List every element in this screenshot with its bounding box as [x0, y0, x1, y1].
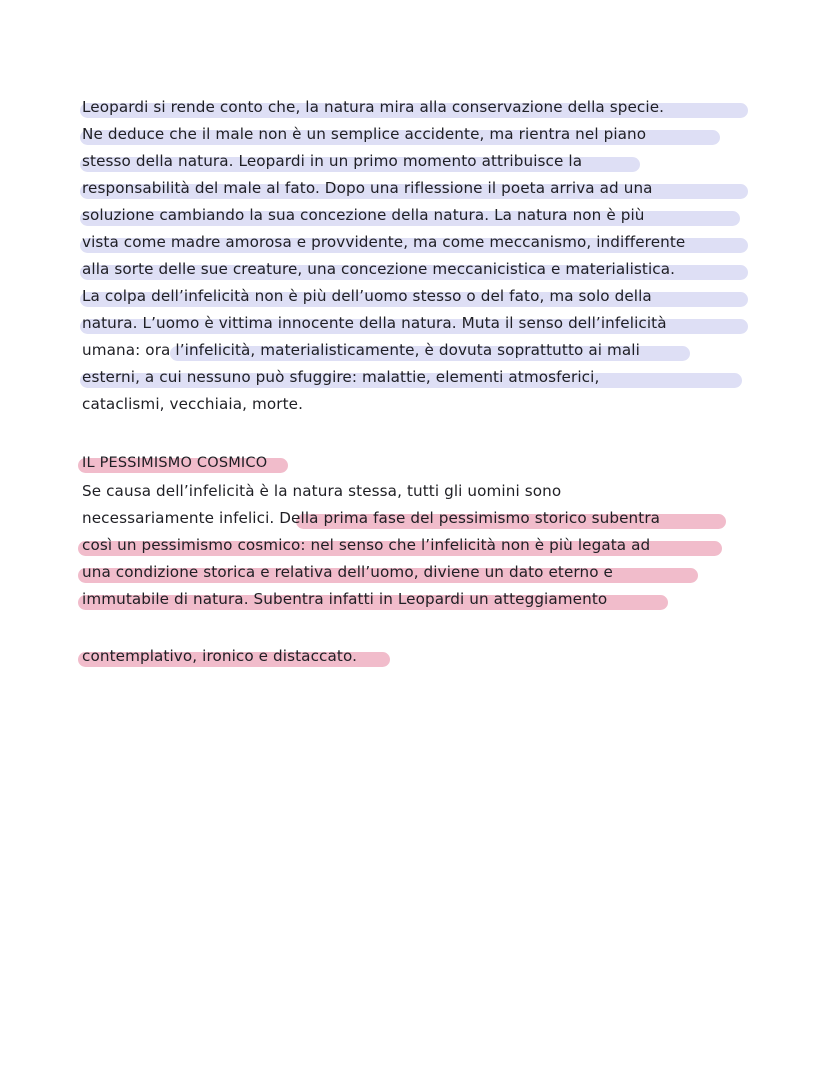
text-line: umana: ora l’infelicità, materialisticamente, è dovuta soprattutto ai mali	[82, 341, 640, 359]
text-line: Se causa dell’infelicità è la natura stessa, tutti gli uomini sono	[82, 482, 562, 500]
text-line: soluzione cambiando la sua concezione della natura. La natura non è più	[82, 206, 645, 224]
text-line: necessariamente infelici. Della prima fase del pessimismo storico subentra	[82, 509, 661, 527]
text-line: natura. L’uomo è vittima innocente della natura. Muta il senso dell’infelicità	[82, 314, 667, 332]
text-line: alla sorte delle sue creature, una concezione meccanicistica e materialistica.	[82, 260, 676, 278]
text-line: Leopardi si rende conto che, la natura mira alla conservazione della specie.	[82, 98, 665, 116]
text-line: stesso della natura. Leopardi in un primo momento attribuisce la	[82, 152, 583, 170]
text-line: una condizione storica e relativa dell’uomo, diviene un dato eterno e	[82, 563, 613, 581]
text-line: vista come madre amorosa e provvidente, ma come meccanismo, indifferente	[82, 233, 686, 251]
text-line: esterni, a cui nessuno può sfuggire: malattie, elementi atmosferici,	[82, 368, 600, 386]
text-line: immutabile di natura. Subentra infatti in Leopardi un atteggiamento	[82, 590, 608, 608]
text-line: responsabilità del male al fato. Dopo una riflessione il poeta arriva ad una	[82, 179, 653, 197]
text-line: cataclismi, vecchiaia, morte.	[82, 395, 304, 413]
text-line: contemplativo, ironico e distaccato.	[82, 647, 357, 665]
section-title: IL PESSIMISMO COSMICO	[82, 455, 268, 471]
text-line: Ne deduce che il male non è un semplice accidente, ma rientra nel piano	[82, 125, 647, 143]
text-line: La colpa dell’infelicità non è più dell’uomo stesso o del fato, ma solo della	[82, 287, 652, 305]
text-line: così un pessimismo cosmico: nel senso che l’infelicità non è più legata ad	[82, 536, 651, 554]
